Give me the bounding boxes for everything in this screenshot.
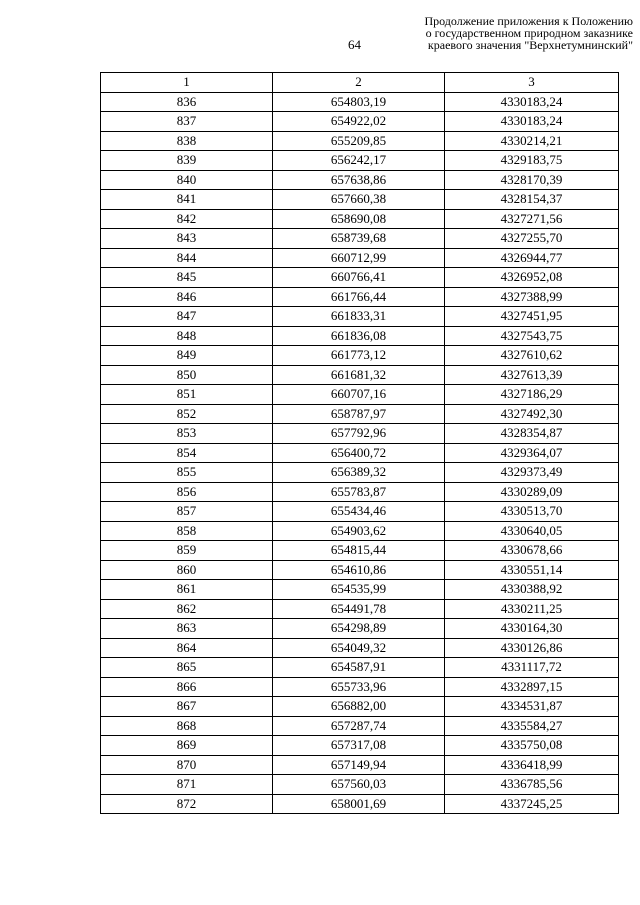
x-coordinate-cell: 654903,62 <box>273 521 445 541</box>
header-line: о государственном природном заказнике <box>425 26 633 40</box>
point-number-cell: 870 <box>101 755 273 775</box>
point-number-cell: 844 <box>101 248 273 268</box>
y-coordinate-cell: 4329183,75 <box>445 151 619 171</box>
point-number-cell: 863 <box>101 619 273 639</box>
point-number-cell: 843 <box>101 229 273 249</box>
y-coordinate-cell: 4327610,62 <box>445 346 619 366</box>
point-number-cell: 848 <box>101 326 273 346</box>
y-coordinate-cell: 4326952,08 <box>445 268 619 288</box>
column-header: 3 <box>445 73 619 93</box>
table-row <box>101 482 619 502</box>
table-row <box>101 794 619 814</box>
y-coordinate-cell: 4327492,30 <box>445 404 619 424</box>
point-number-cell: 845 <box>101 268 273 288</box>
point-number-cell: 866 <box>101 677 273 697</box>
point-number-cell: 853 <box>101 424 273 444</box>
point-number-cell: 851 <box>101 385 273 405</box>
column-header: 2 <box>273 73 445 93</box>
table-row <box>101 190 619 210</box>
point-number-cell: 859 <box>101 541 273 561</box>
table-row <box>101 112 619 132</box>
x-coordinate-cell: 657560,03 <box>273 775 445 795</box>
header-line: краевого значения "Верхнетумнинский" <box>427 38 633 52</box>
table-row <box>101 424 619 444</box>
x-coordinate-cell: 655434,46 <box>273 502 445 522</box>
y-coordinate-cell: 4336418,99 <box>445 755 619 775</box>
header-line: Продолжение приложения к Положению <box>424 14 633 28</box>
x-coordinate-cell: 654610,86 <box>273 560 445 580</box>
x-coordinate-cell: 655209,85 <box>273 131 445 151</box>
x-coordinate-cell: 655733,96 <box>273 677 445 697</box>
table-row <box>101 443 619 463</box>
y-coordinate-cell: 4327613,39 <box>445 365 619 385</box>
column-header: 1 <box>101 73 273 93</box>
x-coordinate-cell: 657149,94 <box>273 755 445 775</box>
y-coordinate-cell: 4334531,87 <box>445 697 619 717</box>
point-number-cell: 839 <box>101 151 273 171</box>
point-number-cell: 842 <box>101 209 273 229</box>
table-row <box>101 716 619 736</box>
table-row <box>101 268 619 288</box>
y-coordinate-cell: 4330211,25 <box>445 599 619 619</box>
y-coordinate-cell: 4327388,99 <box>445 287 619 307</box>
y-coordinate-cell: 4326944,77 <box>445 248 619 268</box>
point-number-cell: 836 <box>101 92 273 112</box>
x-coordinate-cell: 660707,16 <box>273 385 445 405</box>
y-coordinate-cell: 4329364,07 <box>445 443 619 463</box>
coordinates-table <box>100 72 619 814</box>
y-coordinate-cell: 4335750,08 <box>445 736 619 756</box>
x-coordinate-cell: 654803,19 <box>273 92 445 112</box>
table-row <box>101 151 619 171</box>
point-number-cell: 861 <box>101 580 273 600</box>
x-coordinate-cell: 661773,12 <box>273 346 445 366</box>
x-coordinate-cell: 658739,68 <box>273 229 445 249</box>
table-row <box>101 521 619 541</box>
table-row <box>101 463 619 483</box>
x-coordinate-cell: 661836,08 <box>273 326 445 346</box>
y-coordinate-cell: 4330289,09 <box>445 482 619 502</box>
y-coordinate-cell: 4330513,70 <box>445 502 619 522</box>
point-number-cell: 856 <box>101 482 273 502</box>
table-row <box>101 170 619 190</box>
point-number-cell: 854 <box>101 443 273 463</box>
x-coordinate-cell: 656389,32 <box>273 463 445 483</box>
table-row <box>101 131 619 151</box>
point-number-cell: 840 <box>101 170 273 190</box>
y-coordinate-cell: 4330551,14 <box>445 560 619 580</box>
point-number-cell: 869 <box>101 736 273 756</box>
x-coordinate-cell: 654049,32 <box>273 638 445 658</box>
x-coordinate-cell: 654815,44 <box>273 541 445 561</box>
point-number-cell: 872 <box>101 794 273 814</box>
appendix-header-note <box>373 15 633 51</box>
x-coordinate-cell: 660712,99 <box>273 248 445 268</box>
table-row <box>101 619 619 639</box>
point-number-cell: 855 <box>101 463 273 483</box>
point-number-cell: 849 <box>101 346 273 366</box>
x-coordinate-cell: 654587,91 <box>273 658 445 678</box>
point-number-cell: 837 <box>101 112 273 132</box>
y-coordinate-cell: 4327255,70 <box>445 229 619 249</box>
y-coordinate-cell: 4328354,87 <box>445 424 619 444</box>
x-coordinate-cell: 658787,97 <box>273 404 445 424</box>
table-row <box>101 541 619 561</box>
x-coordinate-cell: 654298,89 <box>273 619 445 639</box>
table-row <box>101 346 619 366</box>
table-header-row <box>101 73 619 93</box>
x-coordinate-cell: 657792,96 <box>273 424 445 444</box>
table-row <box>101 658 619 678</box>
x-coordinate-cell: 657287,74 <box>273 716 445 736</box>
table-row <box>101 248 619 268</box>
y-coordinate-cell: 4332897,15 <box>445 677 619 697</box>
y-coordinate-cell: 4327186,29 <box>445 385 619 405</box>
y-coordinate-cell: 4330214,21 <box>445 131 619 151</box>
x-coordinate-cell: 657638,86 <box>273 170 445 190</box>
point-number-cell: 871 <box>101 775 273 795</box>
point-number-cell: 867 <box>101 697 273 717</box>
table-row <box>101 599 619 619</box>
point-number-cell: 858 <box>101 521 273 541</box>
point-number-cell: 841 <box>101 190 273 210</box>
table-row <box>101 560 619 580</box>
y-coordinate-cell: 4328170,39 <box>445 170 619 190</box>
table-row <box>101 638 619 658</box>
x-coordinate-cell: 658001,69 <box>273 794 445 814</box>
x-coordinate-cell: 656882,00 <box>273 697 445 717</box>
point-number-cell: 852 <box>101 404 273 424</box>
y-coordinate-cell: 4330164,30 <box>445 619 619 639</box>
point-number-cell: 868 <box>101 716 273 736</box>
y-coordinate-cell: 4336785,56 <box>445 775 619 795</box>
y-coordinate-cell: 4328154,37 <box>445 190 619 210</box>
table-row <box>101 229 619 249</box>
x-coordinate-cell: 655783,87 <box>273 482 445 502</box>
y-coordinate-cell: 4330183,24 <box>445 92 619 112</box>
x-coordinate-cell: 656400,72 <box>273 443 445 463</box>
point-number-cell: 850 <box>101 365 273 385</box>
table-row <box>101 502 619 522</box>
x-coordinate-cell: 654535,99 <box>273 580 445 600</box>
table-row <box>101 326 619 346</box>
x-coordinate-cell: 654922,02 <box>273 112 445 132</box>
table-row <box>101 92 619 112</box>
table-row <box>101 697 619 717</box>
point-number-cell: 865 <box>101 658 273 678</box>
table-row <box>101 287 619 307</box>
table-row <box>101 580 619 600</box>
x-coordinate-cell: 657660,38 <box>273 190 445 210</box>
table-row <box>101 755 619 775</box>
x-coordinate-cell: 661681,32 <box>273 365 445 385</box>
page-number: 64 <box>348 37 361 52</box>
x-coordinate-cell: 658690,08 <box>273 209 445 229</box>
point-number-cell: 860 <box>101 560 273 580</box>
table-row <box>101 307 619 327</box>
table-row <box>101 365 619 385</box>
y-coordinate-cell: 4327543,75 <box>445 326 619 346</box>
y-coordinate-cell: 4330640,05 <box>445 521 619 541</box>
x-coordinate-cell: 657317,08 <box>273 736 445 756</box>
point-number-cell: 857 <box>101 502 273 522</box>
y-coordinate-cell: 4337245,25 <box>445 794 619 814</box>
point-number-cell: 862 <box>101 599 273 619</box>
x-coordinate-cell: 660766,41 <box>273 268 445 288</box>
table-row <box>101 404 619 424</box>
x-coordinate-cell: 661766,44 <box>273 287 445 307</box>
y-coordinate-cell: 4330678,66 <box>445 541 619 561</box>
y-coordinate-cell: 4329373,49 <box>445 463 619 483</box>
point-number-cell: 838 <box>101 131 273 151</box>
table-row <box>101 209 619 229</box>
y-coordinate-cell: 4327451,95 <box>445 307 619 327</box>
point-number-cell: 847 <box>101 307 273 327</box>
y-coordinate-cell: 4330126,86 <box>445 638 619 658</box>
y-coordinate-cell: 4331117,72 <box>445 658 619 678</box>
table-body <box>101 92 619 814</box>
x-coordinate-cell: 656242,17 <box>273 151 445 171</box>
y-coordinate-cell: 4330183,24 <box>445 112 619 132</box>
point-number-cell: 864 <box>101 638 273 658</box>
table-row <box>101 775 619 795</box>
x-coordinate-cell: 661833,31 <box>273 307 445 327</box>
y-coordinate-cell: 4335584,27 <box>445 716 619 736</box>
point-number-cell: 846 <box>101 287 273 307</box>
y-coordinate-cell: 4327271,56 <box>445 209 619 229</box>
table-row <box>101 736 619 756</box>
y-coordinate-cell: 4330388,92 <box>445 580 619 600</box>
table-row <box>101 385 619 405</box>
x-coordinate-cell: 654491,78 <box>273 599 445 619</box>
table-row <box>101 677 619 697</box>
